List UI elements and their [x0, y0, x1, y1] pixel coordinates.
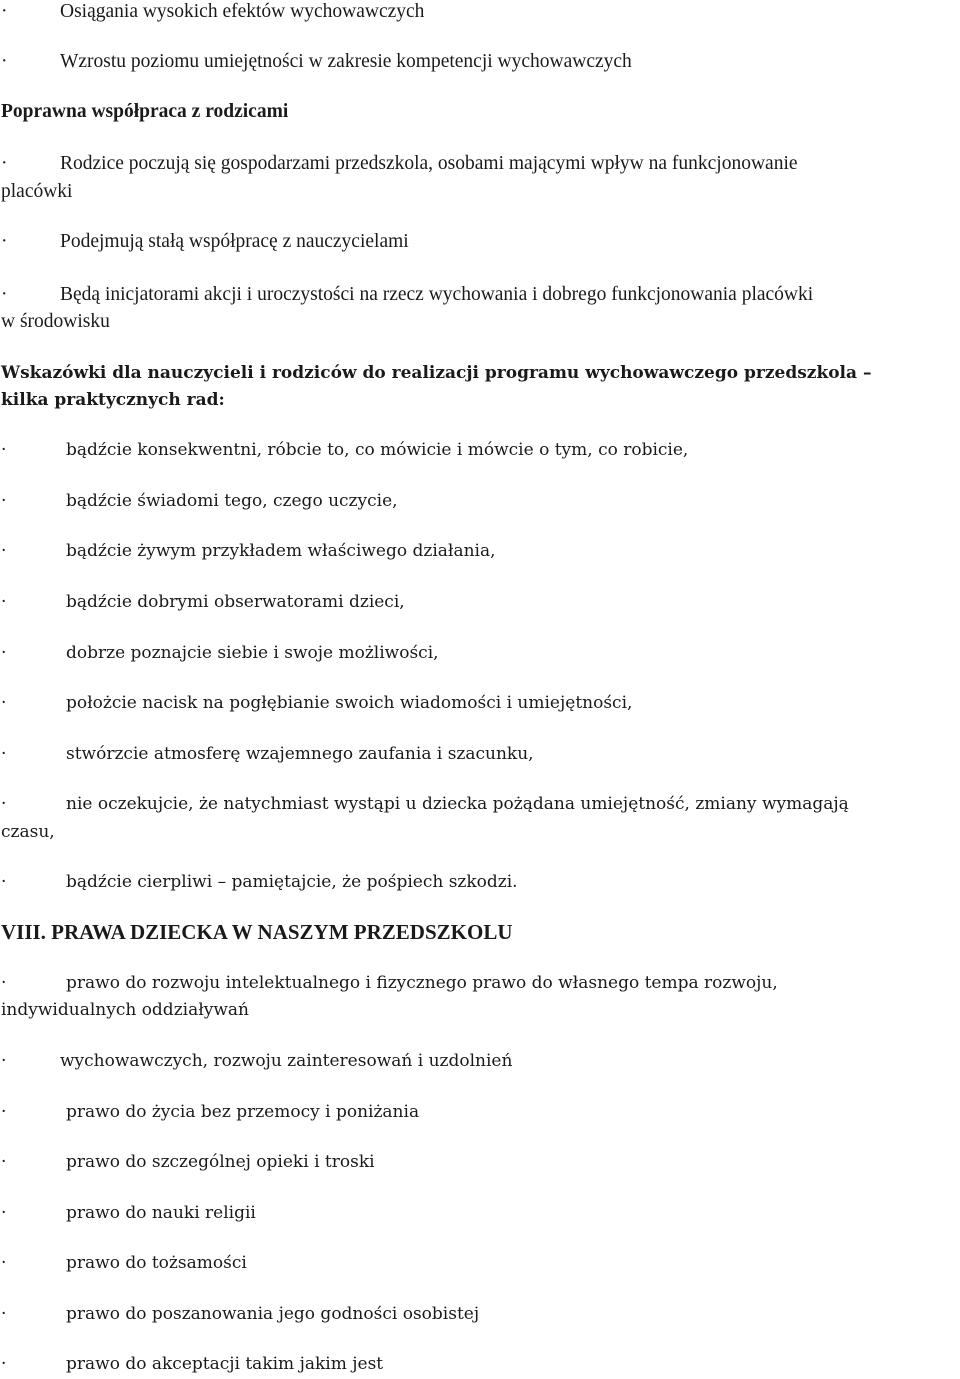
- bullet-icon: ·: [1, 541, 7, 561]
- bullet-icon: ·: [1, 973, 7, 993]
- bullet-icon: ·: [1, 693, 7, 713]
- bullet-icon: ·: [1, 744, 7, 764]
- bullet-icon: ·: [1, 284, 8, 305]
- bullet-icon: ·: [1, 1152, 7, 1172]
- bullet-icon: ·: [1, 1203, 7, 1223]
- bullet-icon: ·: [1, 794, 7, 814]
- bullet-icon: ·: [1, 643, 7, 663]
- document-page: · Osiągania wysokich efektów wychowawczych · Wzrostu poziomu umiejętności w zakresie kompetencji wychowawczych Poprawna współpraca z rodzicami · Rodzice poczują się gospodarzami przedszkola, osobami mającymi wpływ na funkcjonowanie placówki · Podejmują stałą współpracę z nauczycielami · Będą inicjatorami akcji i uroczystości na rzecz wychowania i dobrego funkcjonowania placówki w środowisku Wskazówki dla nauczycieli i rodziców do realizacji programu wychowawczego przedszkola – kilka praktycznych rad: · bądźcie konsekwentni, róbcie to, co mówicie i mówcie o tym, co robicie, · bądźcie świadomi tego, czego uczycie, · bądźcie żywym przykładem właściwego działania, · bądźcie dobrymi obserwatorami dzieci, · dobrze poznajcie siebie i swoje możliwości, · położcie nacisk na pogłębianie swoich wiadomości i umiejętności, · stwórzcie atmosferę wzajemnego zaufania i szacunku, · nie oczekujcie, że natychmiast wystąpi u dziecka pożądana umiejętność, zmiany wymagają czasu, · bądźcie cierpliwi – pamiętajcie, że pośpiech szkodzi. VIII. PRAWA DZIECKA W NASZYM PRZEDSZKOLU · prawo do rozwoju intelektualnego i fizycznego prawo do własnego tempa rozwoju, indywidualnych oddziaływań · wychowawczych, rozwoju zainteresowań i uzdolnień · prawo do życia bez przemocy i poniżania · prawo do szczególnej opieki i troski · prawo do nauki religii · prawo do tożsamości · prawo do poszanowania jego godności osobistej · prawo do akceptacji takim jakim jest: [0, 0, 960, 1379]
- section-heading: VIII. PRAWA DZIECKA W NASZYM PRZEDSZKOLU: [1, 920, 513, 944]
- list-item-continuation: placówki: [1, 181, 73, 202]
- bullet-icon: ·: [1, 231, 8, 252]
- bullet-icon: ·: [1, 1304, 7, 1324]
- bullet-icon: ·: [1, 440, 7, 460]
- section-heading: Wskazówki dla nauczycieli i rodziców do realizacji programu wychowawczego przedszkola –: [1, 363, 872, 383]
- list-item-continuation: czasu,: [1, 822, 55, 842]
- bullet-icon: ·: [1, 51, 8, 72]
- bullet-icon: ·: [1, 153, 8, 174]
- bullet-icon: ·: [1, 1354, 7, 1374]
- section-heading-continuation: kilka praktycznych rad:: [1, 390, 225, 410]
- bullet-icon: ·: [1, 1253, 7, 1273]
- bullet-icon: ·: [1, 1102, 7, 1122]
- bullet-icon: ·: [1, 1, 8, 22]
- bullet-icon: ·: [1, 592, 7, 612]
- list-item-continuation: indywidualnych oddziaływań: [1, 1000, 249, 1020]
- section-heading: Poprawna współpraca z rodzicami: [1, 101, 289, 122]
- list-item-continuation: w środowisku: [1, 311, 110, 332]
- bullet-icon: ·: [1, 872, 7, 892]
- bullet-icon: ·: [1, 491, 7, 511]
- bullet-icon: ·: [1, 1051, 7, 1071]
